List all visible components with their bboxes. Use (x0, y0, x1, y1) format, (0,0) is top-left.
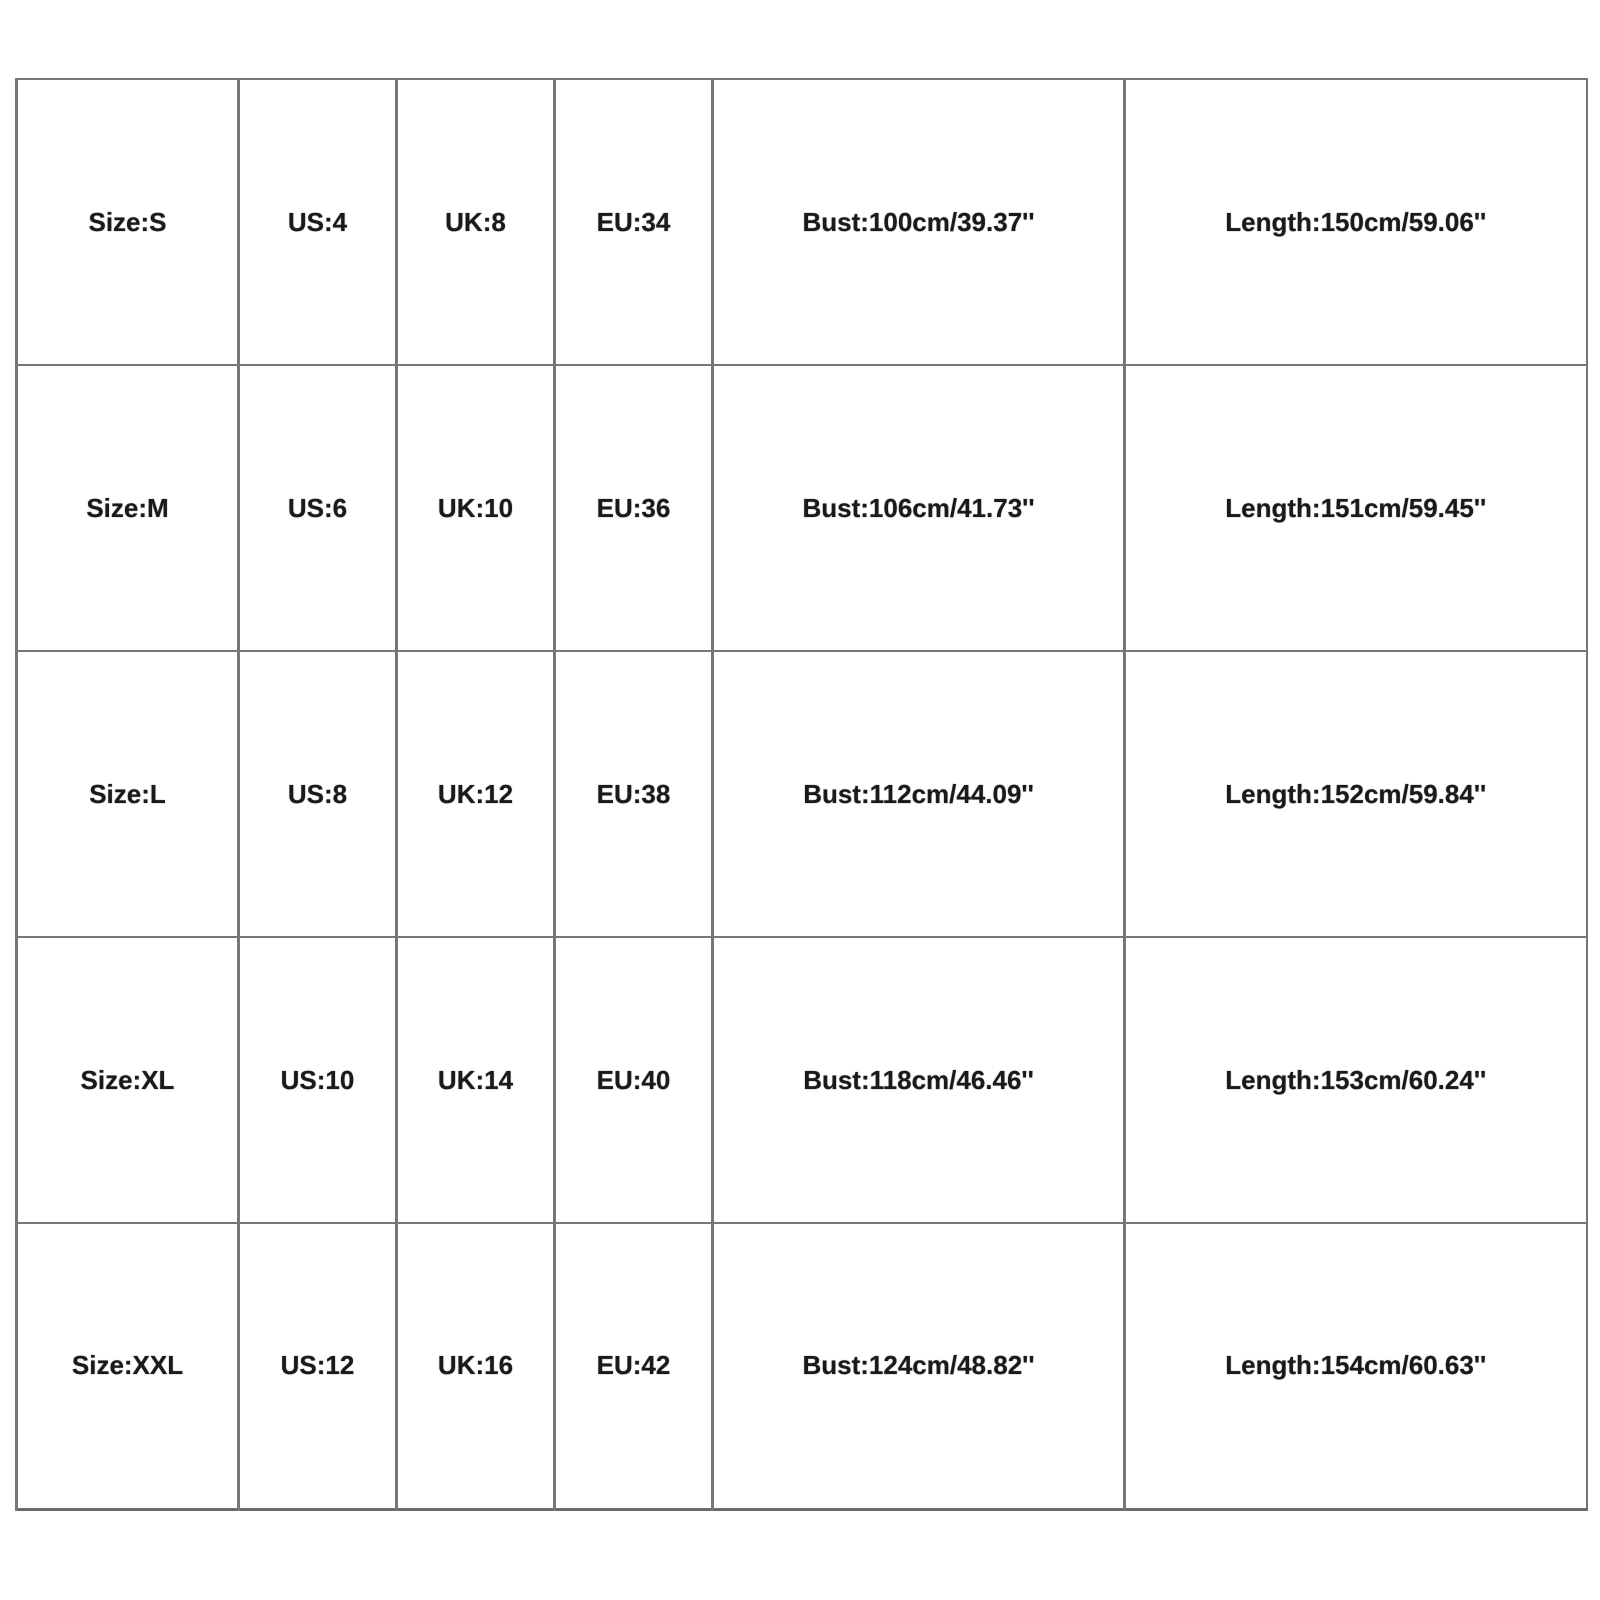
bust-cell: Bust:124cm/48.82'' (713, 1223, 1125, 1509)
us-size-cell: US:6 (239, 365, 397, 651)
eu-size-cell: EU:42 (555, 1223, 713, 1509)
us-size-cell: US:12 (239, 1223, 397, 1509)
us-size-cell: US:10 (239, 937, 397, 1223)
uk-size-cell: UK:8 (397, 79, 555, 365)
bust-cell: Bust:100cm/39.37'' (713, 79, 1125, 365)
eu-size-cell: EU:34 (555, 79, 713, 365)
eu-size-cell: EU:40 (555, 937, 713, 1223)
us-size-cell: US:4 (239, 79, 397, 365)
size-cell: Size:L (17, 651, 239, 937)
size-row-s (17, 79, 1587, 365)
bust-cell: Bust:106cm/41.73'' (713, 365, 1125, 651)
size-cell: Size:XL (17, 937, 239, 1223)
uk-size-cell: UK:14 (397, 937, 555, 1223)
size-row-xxl (17, 1223, 1587, 1509)
us-size-cell: US:8 (239, 651, 397, 937)
uk-size-cell: UK:10 (397, 365, 555, 651)
size-row-m (17, 365, 1587, 651)
length-cell: Length:154cm/60.63'' (1125, 1223, 1587, 1509)
size-row-l (17, 651, 1587, 937)
length-cell: Length:153cm/60.24'' (1125, 937, 1587, 1223)
length-cell: Length:151cm/59.45'' (1125, 365, 1587, 651)
size-cell: Size:XXL (17, 1223, 239, 1509)
bust-cell: Bust:112cm/44.09'' (713, 651, 1125, 937)
size-cell: Size:S (17, 79, 239, 365)
length-cell: Length:150cm/59.06'' (1125, 79, 1587, 365)
size-row-xl (17, 937, 1587, 1223)
length-cell: Length:152cm/59.84'' (1125, 651, 1587, 937)
size-cell: Size:M (17, 365, 239, 651)
bust-cell: Bust:118cm/46.46'' (713, 937, 1125, 1223)
uk-size-cell: UK:12 (397, 651, 555, 937)
size-chart-table (15, 78, 1588, 1511)
uk-size-cell: UK:16 (397, 1223, 555, 1509)
eu-size-cell: EU:36 (555, 365, 713, 651)
eu-size-cell: EU:38 (555, 651, 713, 937)
